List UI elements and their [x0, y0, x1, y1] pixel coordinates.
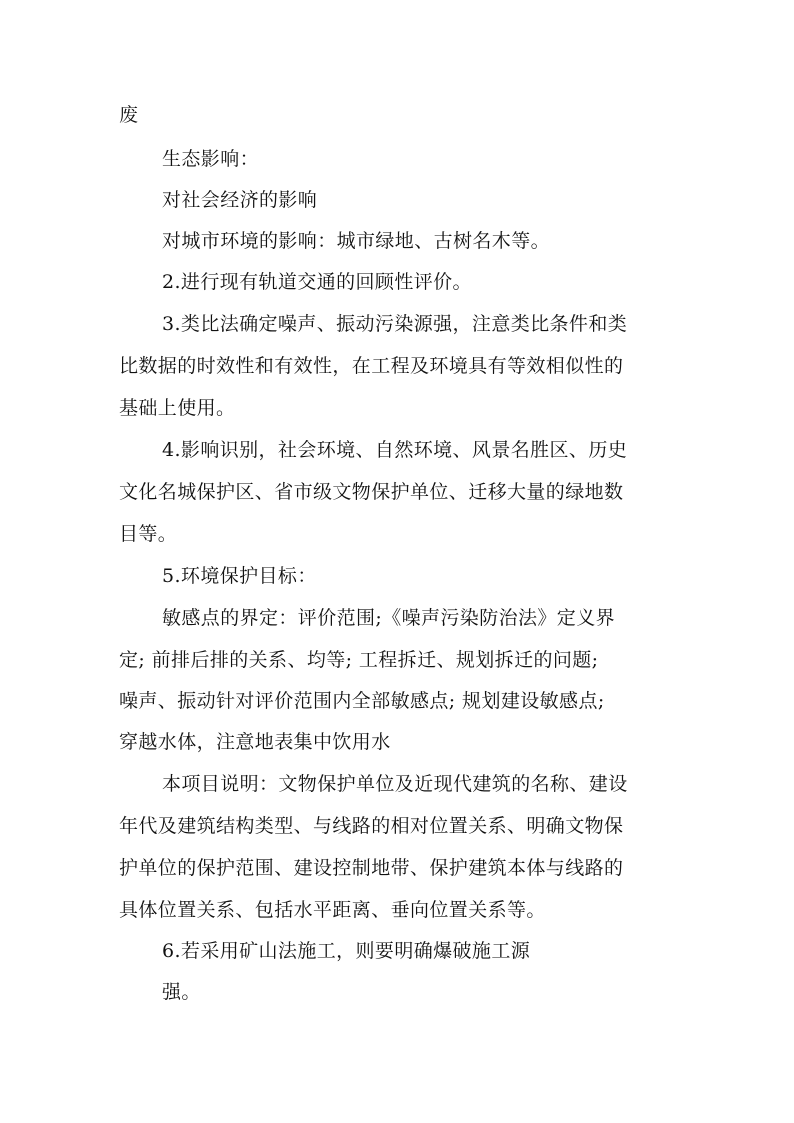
text-line: 基础上使用。 [119, 397, 236, 419]
text-line: 5.环境保护目标： [162, 565, 317, 587]
text-line: 目等。 [119, 523, 178, 545]
text-line: 具体位置关系、包括水平距离、垂向位置关系等。 [119, 899, 546, 921]
text-line: 对社会经济的影响 [162, 189, 318, 211]
text-line: 护单位的保护范围、建设控制地带、保护建筑本体与线路的 [119, 857, 624, 879]
text-line: 对城市环境的影响：城市绿地、古树名木等。 [162, 230, 551, 252]
text-line: 定; 前排后排的关系、均等; 工程拆迁、规划拆迁的问题; [119, 649, 599, 671]
text-line: 2.进行现有轨道交通的回顾性评价。 [162, 271, 472, 293]
text-line: 3.类比法确定噪声、振动污染源强，注意类比条件和类 [162, 313, 628, 335]
text-line: 废 [119, 104, 139, 126]
text-line: 6.若采用矿山法施工，则要明确爆破施工源 [162, 940, 531, 962]
text-line: 4.影响识别，社会环境、自然环境、风景名胜区、历史 [162, 439, 628, 461]
text-line: 年代及建筑结构类型、与线路的相对位置关系、明确文物保 [119, 815, 624, 837]
text-line: 噪声、振动针对评价范围内全部敏感点; 规划建设敏感点; [119, 690, 605, 712]
text-line: 生态影响： [162, 148, 260, 170]
text-line: 敏感点的界定：评价范围;《噪声污染防治法》定义界 [162, 607, 616, 629]
text-line: 强。 [162, 981, 201, 1003]
text-line: 穿越水体，注意地表集中饮用水 [119, 731, 391, 753]
text-line: 本项目说明：文物保护单位及近现代建筑的名称、建设 [162, 773, 628, 795]
text-line: 比数据的时效性和有效性，在工程及环境具有等效相似性的 [119, 355, 624, 377]
text-line: 文化名城保护区、省市级文物保护单位、迁移大量的绿地数 [119, 481, 624, 503]
